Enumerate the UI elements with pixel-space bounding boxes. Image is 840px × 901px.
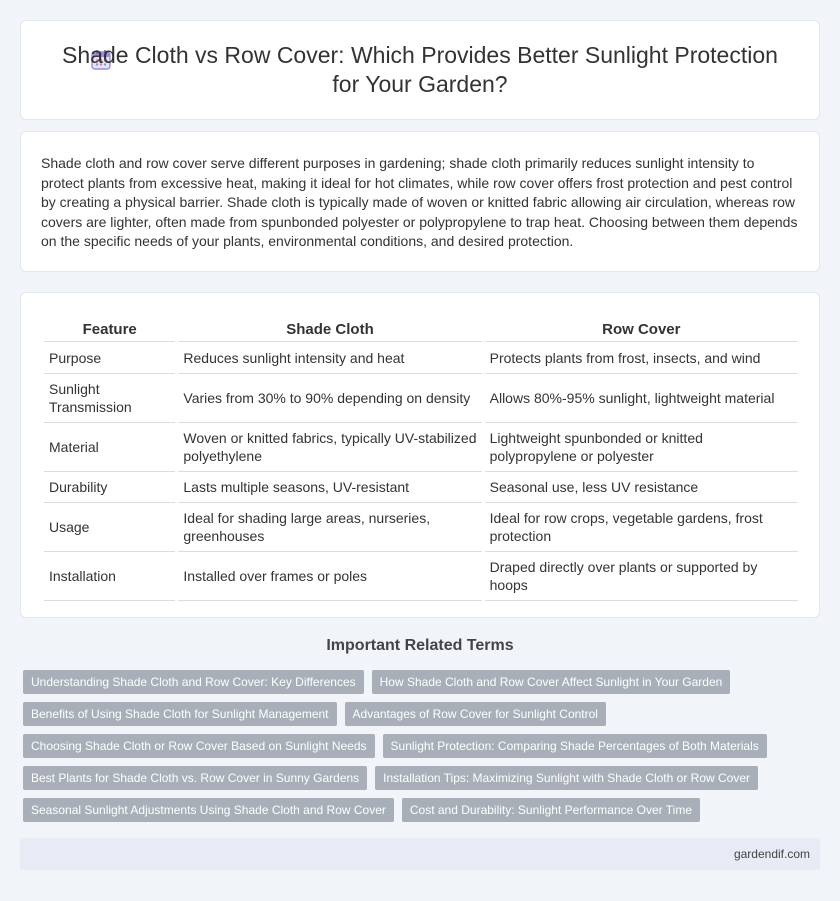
comparison-table [41, 313, 801, 601]
table-row [44, 423, 798, 472]
table-cell-feature: Material [44, 423, 175, 472]
header-card [20, 20, 820, 120]
table-cell-row-cover: Lightweight spunbonded or knitted polypropylene or polyester [485, 423, 798, 472]
related-term-tag[interactable]: Best Plants for Shade Cloth vs. Row Cover in Sunny Gardens [23, 766, 367, 790]
table-row [44, 503, 798, 552]
table-cell-shade-cloth: Installed over frames or poles [178, 552, 481, 601]
related-term-tag[interactable]: Understanding Shade Cloth and Row Cover: Key Differences [23, 670, 364, 694]
related-term-tag[interactable]: Advantages of Row Cover for Sunlight Control [345, 702, 606, 726]
intro-paragraph: Shade cloth and row cover serve different purposes in gardening; shade cloth primarily reduces sunlight intensity to protect plants from excessive heat, making it ideal for hot climates, while row cover offers frost protection and pest control by creating a physical barrier. Shade cloth is typically made of woven or knitted fabric allowing air circulation, whereas row covers are lighter, often made from spunbonded polyester or polypropylene to trap heat. Choosing between them depends on the specific needs of your plants, environmental conditions, and desired protection. [41, 155, 798, 249]
related-terms-list [23, 670, 823, 830]
table-cell-feature: Purpose [44, 342, 175, 374]
header-shade-cloth: Shade Cloth [178, 313, 481, 342]
table-cell-shade-cloth: Ideal for shading large areas, nurseries, greenhouses [178, 503, 481, 552]
table-row [44, 552, 798, 601]
header-row-cover: Row Cover [485, 313, 798, 342]
table-cell-shade-cloth: Varies from 30% to 90% depending on density [178, 374, 481, 423]
related-term-tag[interactable]: Benefits of Using Shade Cloth for Sunlight Management [23, 702, 337, 726]
related-term-tag[interactable]: How Shade Cloth and Row Cover Affect Sunlight in Your Garden [372, 670, 731, 694]
header-feature: Feature [44, 313, 175, 342]
related-terms-heading: Important Related Terms [326, 637, 514, 654]
table-cell-shade-cloth: Woven or knitted fabrics, typically UV-stabilized polyethylene [178, 423, 481, 472]
related-term-tag[interactable]: Seasonal Sunlight Adjustments Using Shade Cloth and Row Cover [23, 798, 394, 822]
page-title: Shade Cloth vs Row Cover: Which Provides Better Sunlight Protection for Your Garden? [62, 42, 778, 97]
table-cell-feature: Installation [44, 552, 175, 601]
table-row [44, 472, 798, 503]
table-cell-row-cover: Allows 80%-95% sunlight, lightweight material [485, 374, 798, 423]
footer-bar [20, 838, 820, 870]
table-row [44, 342, 798, 374]
related-term-tag[interactable]: Installation Tips: Maximizing Sunlight with Shade Cloth or Row Cover [375, 766, 758, 790]
table-cell-row-cover: Protects plants from frost, insects, and wind [485, 342, 798, 374]
related-term-tag[interactable]: Choosing Shade Cloth or Row Cover Based on Sunlight Needs [23, 734, 375, 758]
comparison-table-card [20, 292, 820, 618]
table-cell-shade-cloth: Reduces sunlight intensity and heat [178, 342, 481, 374]
footer-site-name[interactable]: gardendif.com [733, 847, 810, 861]
table-cell-row-cover: Ideal for row crops, vegetable gardens, frost protection [485, 503, 798, 552]
related-term-tag[interactable]: Sunlight Protection: Comparing Shade Percentages of Both Materials [383, 734, 767, 758]
intro-card [20, 131, 820, 272]
table-cell-row-cover: Seasonal use, less UV resistance [485, 472, 798, 503]
table-cell-feature: Durability [44, 472, 175, 503]
related-term-tag[interactable]: Cost and Durability: Sunlight Performance Over Time [402, 798, 700, 822]
table-cell-feature: Usage [44, 503, 175, 552]
table-header-row [44, 313, 798, 342]
table-cell-shade-cloth: Lasts multiple seasons, UV-resistant [178, 472, 481, 503]
table-row [44, 374, 798, 423]
table-cell-row-cover: Draped directly over plants or supported by hoops [485, 552, 798, 601]
table-cell-feature: Sunlight Transmission [44, 374, 175, 423]
